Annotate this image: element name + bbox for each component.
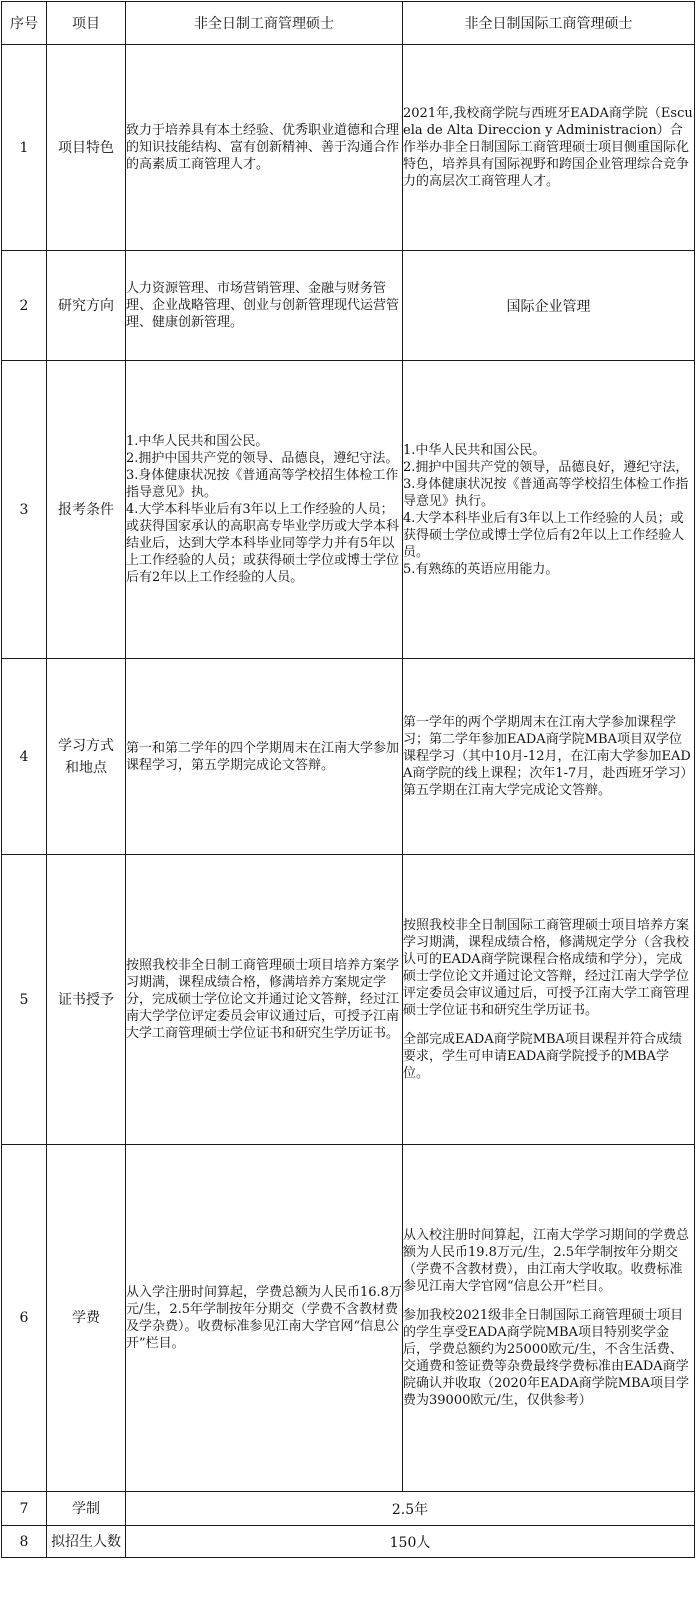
row-number: 3 bbox=[2, 361, 47, 659]
imba-cell: 国际企业管理 bbox=[403, 251, 695, 361]
table-row bbox=[2, 361, 695, 659]
row-item-line: 和地点 bbox=[65, 759, 107, 776]
row-item: 拟招生人数 bbox=[47, 1526, 126, 1558]
cell-paragraph: 参加我校2021级非全日制国际工商管理硕士项目的学生享受EADA商学院MBA项目特别奖学金后，学费总额约为25000欧元/生，不含生活费、交通费和签证费等杂费最终学费标准由EADA商学院确认并收取（2020年EADA商学院MBA项目学费为39000欧元/生，仅供参考） bbox=[403, 1308, 690, 1408]
table-row bbox=[2, 1145, 695, 1492]
imba-cell: 2021年,我校商学院与西班牙EADA商学院（Escuela de Alta Direccion y Administracion）合作举办非全日制国际工商管理硕士项目侧重国际化特色，培养具有国际视野和跨国企业管理综合竞争力的高层次工商管理人才。 bbox=[403, 45, 695, 251]
condition-line: 1.中华人民共和国公民。 bbox=[403, 442, 546, 458]
row-number: 5 bbox=[2, 855, 47, 1145]
header-no: 序号 bbox=[2, 2, 47, 45]
table-row bbox=[2, 1492, 695, 1526]
condition-line: 2.拥护中国共产党的领导、品德良，遵纪守法。 bbox=[126, 451, 399, 466]
program-comparison-table bbox=[1, 1, 695, 1558]
imba-cell: 第一学年的两个学期周末在江南大学参加课程学习；第二学年参加EADA商学院MBA项目双学位课程学习（其中10月-12月，在江南大学参加EADA商学院的线上课程；次年1-7月，赴西班牙学习）第五学期在江南大学完成论文答辩。 bbox=[403, 659, 695, 855]
row-item bbox=[47, 659, 126, 855]
table-row bbox=[2, 1526, 695, 1558]
row-item: 学制 bbox=[47, 1492, 126, 1526]
merged-value: 150人 bbox=[126, 1526, 695, 1558]
imba-cell bbox=[403, 855, 695, 1145]
header-mba: 非全日制工商管理硕士 bbox=[126, 2, 403, 45]
table-row bbox=[2, 45, 695, 251]
row-number: 1 bbox=[2, 45, 47, 251]
condition-line: 3.身体健康状况按《普通高等学校招生体检工作指导意见》执。 bbox=[126, 468, 399, 500]
condition-line: 3.身体健康状况按《普通高等学校招生体检工作指导意见》执行。 bbox=[403, 476, 689, 509]
cell-paragraph: 按照我校非全日制国际工商管理硕士项目培养方案学习期满，课程成绩合格，修满规定学分（含我校认可的EADA商学院课程合格成绩和学分），完成硕士学位论文并通过论文答辩，经过江南大学学位评定委员会审议通过后，可授予江南大学工商管理硕士学位证书和研究生学历证书。 bbox=[403, 918, 690, 1018]
condition-line: 4.大学本科毕业后有3年以上工作经验的人员；或获得硕士学位或博士学位后有2年以上工作经验人员。 bbox=[403, 510, 685, 560]
header-row bbox=[2, 2, 695, 45]
imba-cell bbox=[403, 361, 695, 659]
row-number: 2 bbox=[2, 251, 47, 361]
table-row bbox=[2, 659, 695, 855]
table-row bbox=[2, 251, 695, 361]
table-row bbox=[2, 855, 695, 1145]
condition-line: 4.大学本科毕业后有3年以上工作经验的人员；或获得国家承认的高职高专毕业学历或大学本科结业后，达到大学本科毕业同等学力并有5年以上工作经验的人员；或获得硕士学位或博士学位后有2年以上工作经验的人员。 bbox=[126, 502, 400, 585]
mba-cell: 致力于培养具有本土经验、优秀职业道德和合理的知识技能结构、富有创新精神、善于沟通合作的高素质工商管理人才。 bbox=[126, 45, 403, 251]
mba-cell bbox=[126, 361, 403, 659]
row-item: 报考条件 bbox=[47, 361, 126, 659]
header-imba: 非全日制国际工商管理硕士 bbox=[403, 2, 695, 45]
condition-line: 2.拥护中国共产党的领导，品德良好，遵纪守法， bbox=[403, 459, 689, 475]
mba-cell: 人力资源管理、市场营销管理、金融与财务管理、企业战略管理、创业与创新管理现代运营管理、健康创新管理。 bbox=[126, 251, 403, 361]
condition-line: 5.有熟练的英语应用能力。 bbox=[403, 561, 559, 577]
imba-cell bbox=[403, 1145, 695, 1492]
row-item-line: 学习方式 bbox=[58, 737, 114, 754]
condition-line: 1.中华人民共和国公民。 bbox=[126, 434, 269, 449]
merged-value: 2.5年 bbox=[126, 1492, 695, 1526]
header-item: 项目 bbox=[47, 2, 126, 45]
row-number: 6 bbox=[2, 1145, 47, 1492]
row-number: 7 bbox=[2, 1492, 47, 1526]
cell-paragraph: 全部完成EADA商学院MBA项目课程并符合成绩要求，学生可申请EADA商学院授予的MBA学位。 bbox=[403, 1032, 682, 1081]
row-item: 学费 bbox=[47, 1145, 126, 1492]
mba-cell: 从入学注册时间算起，学费总额为人民币16.8万元/生，2.5年学制按年分期交（学费不含教材费及学杂费）。收费标准参见江南大学官网“信息公开”栏目。 bbox=[126, 1145, 403, 1492]
cell-paragraph: 从入校注册时间算起，江南大学学习期间的学费总额为人民币19.8万元/生，2.5年学制按年分期交（学费不含教材费），由江南大学收取。收费标准参见江南大学官网“信息公开”栏目。 bbox=[403, 1228, 690, 1294]
mba-cell: 按照我校非全日制工商管理硕士项目培养方案学习期满，课程成绩合格，修满培养方案规定学分，完成硕士学位论文并通过论文答辩，经过江南大学学位评定委员会审议通过后，可授予江南大学工商管理硕士学位证书和研究生学历证书。 bbox=[126, 855, 403, 1145]
mba-cell: 第一和第二学年的四个学期周末在江南大学参加课程学习，第五学期完成论文答辩。 bbox=[126, 659, 403, 855]
row-item: 研究方向 bbox=[47, 251, 126, 361]
row-item: 项目特色 bbox=[47, 45, 126, 251]
row-item: 证书授予 bbox=[47, 855, 126, 1145]
row-number: 8 bbox=[2, 1526, 47, 1558]
row-number: 4 bbox=[2, 659, 47, 855]
